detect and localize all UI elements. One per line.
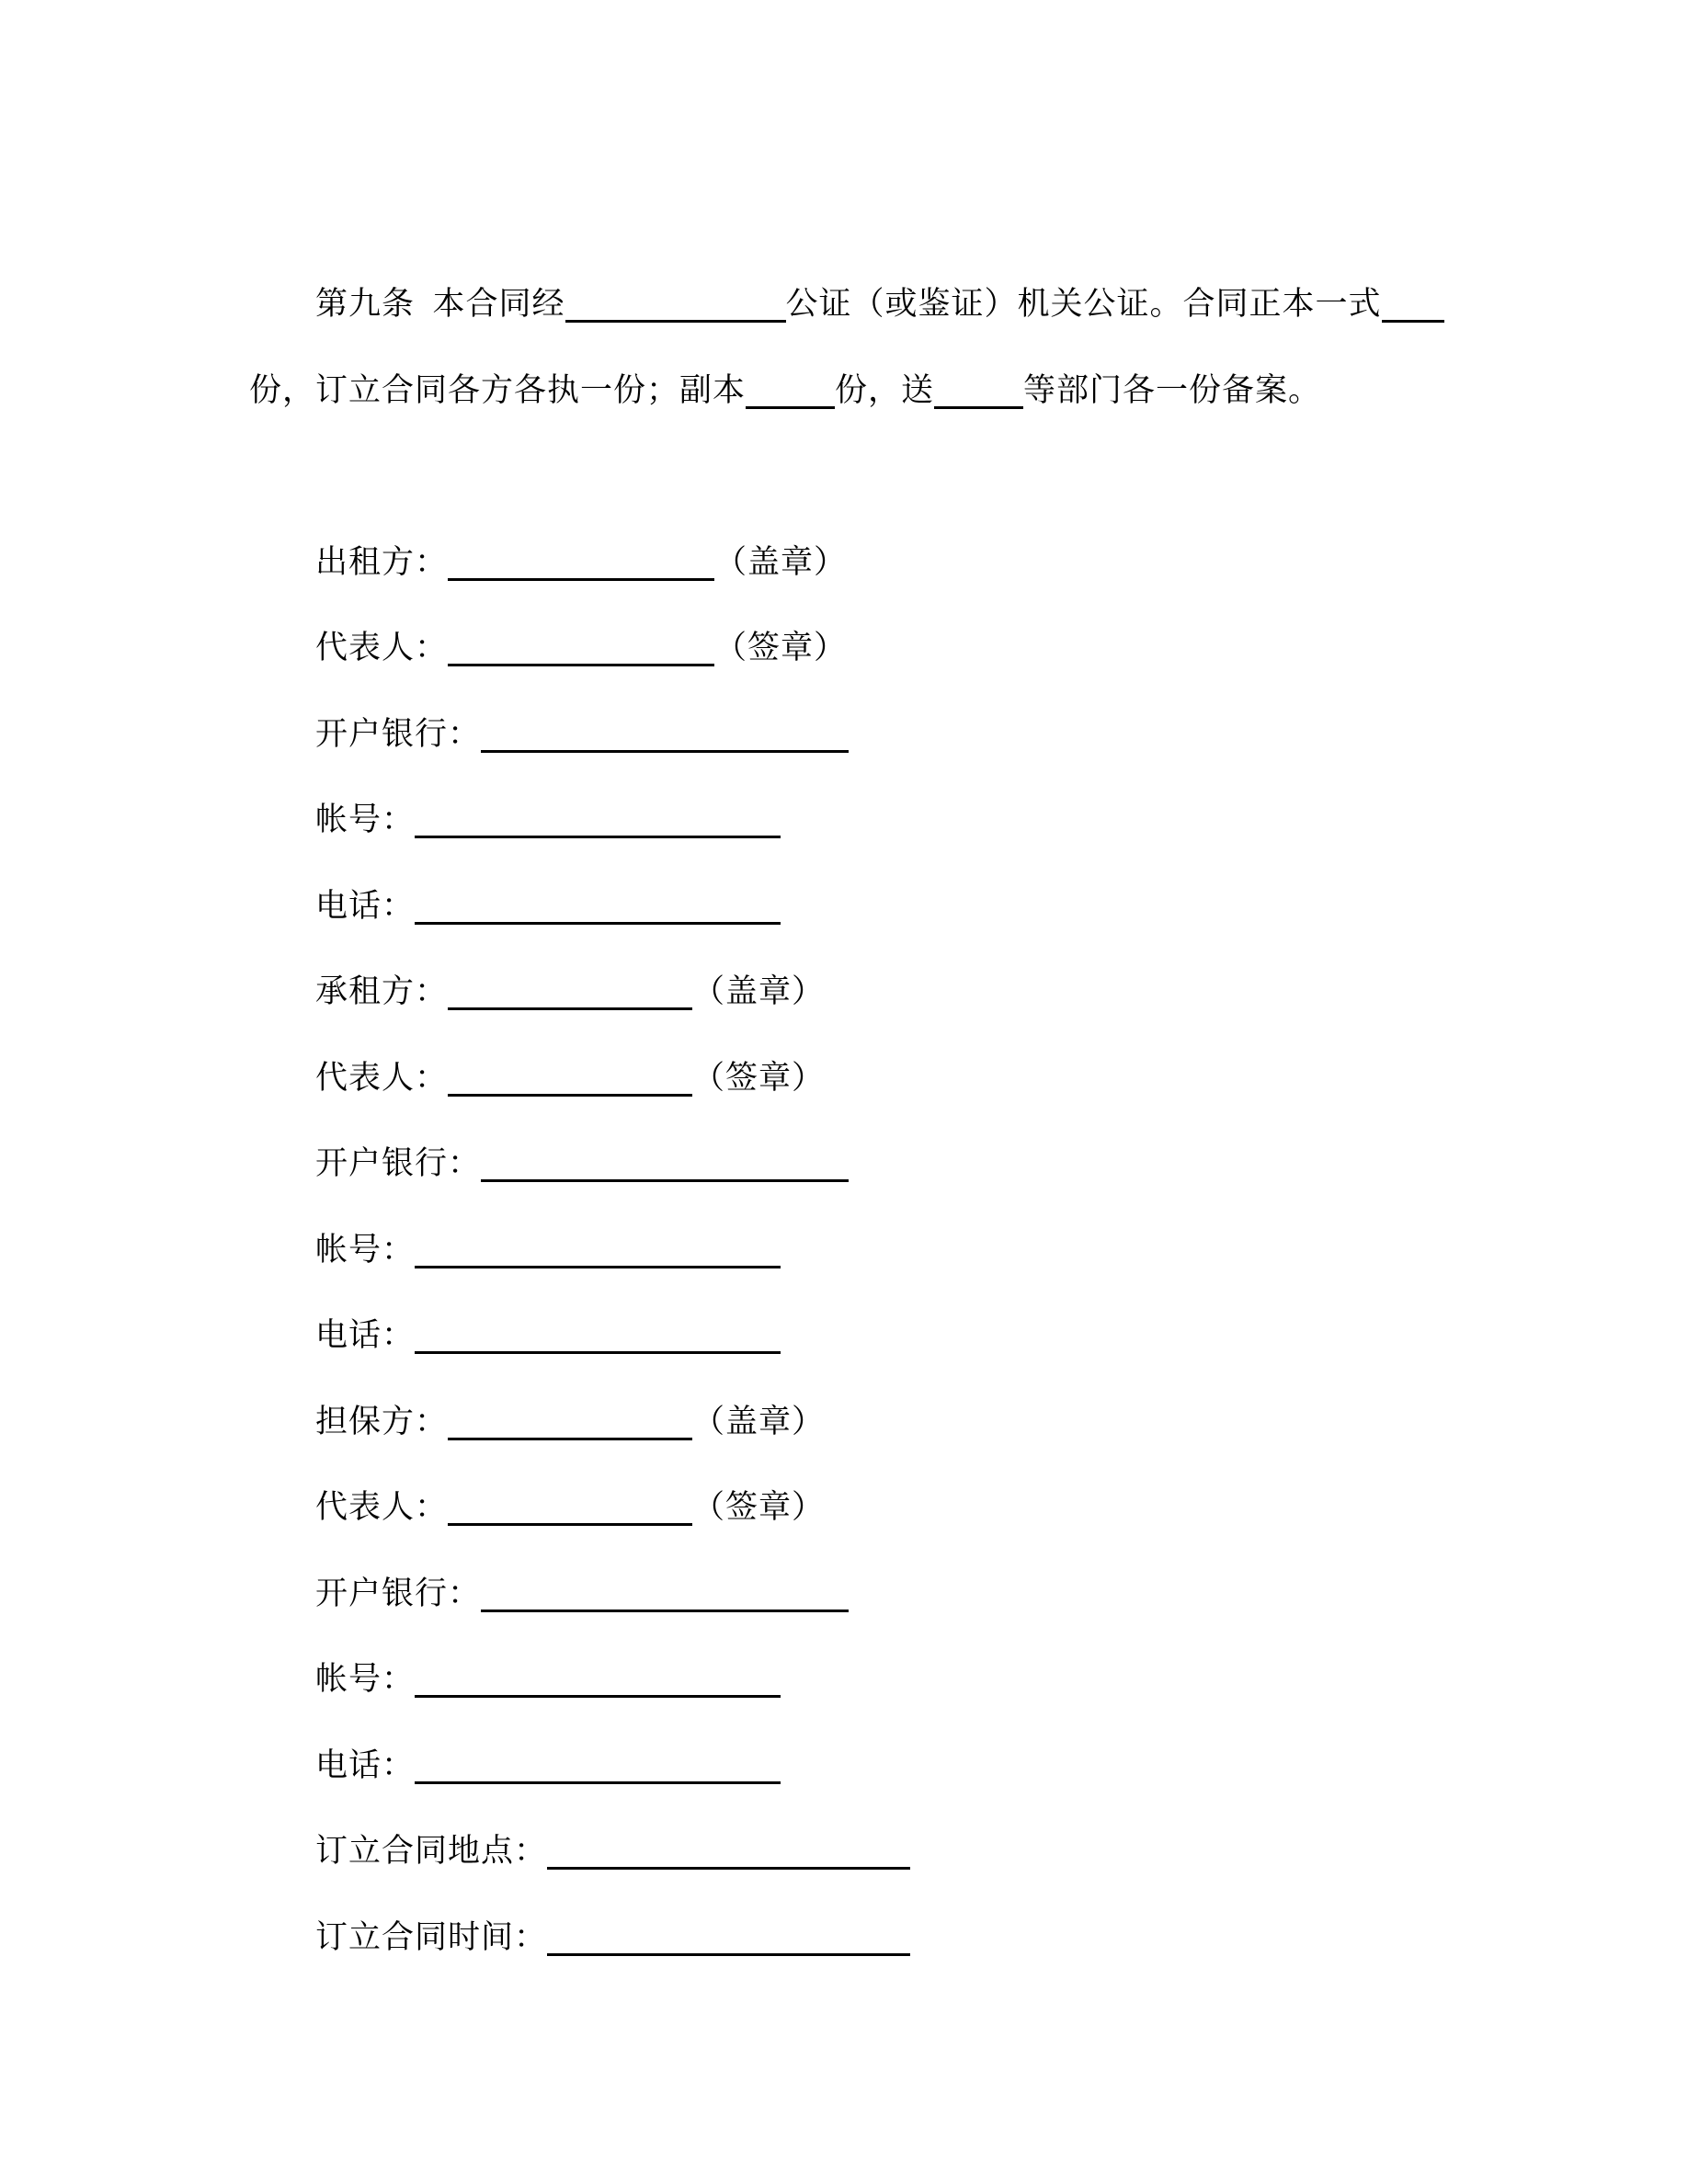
fill-in-blank xyxy=(448,636,714,666)
field-label: 电话： xyxy=(315,887,416,924)
seal-note: （盖章） xyxy=(714,543,848,580)
row-lessee xyxy=(249,949,1688,1035)
signature-section xyxy=(249,519,1688,1981)
fill-in-blank xyxy=(415,1324,781,1354)
row-contract-place xyxy=(249,1808,1688,1894)
fill-in-blank xyxy=(481,722,849,753)
seal-note: （签章） xyxy=(692,1059,826,1096)
field-label: 出租方： xyxy=(315,543,449,580)
fill-in-blank xyxy=(448,1066,692,1097)
field-label: 帐号： xyxy=(315,802,416,837)
field-label: 开户银行： xyxy=(315,1145,482,1181)
fill-in-blank xyxy=(547,1839,910,1870)
field-label: 订立合同时间： xyxy=(315,1918,548,1955)
fill-in-blank xyxy=(448,980,692,1010)
row-lessee-representative xyxy=(249,1035,1688,1121)
row-lessee-phone xyxy=(249,1292,1688,1379)
text-run: 第九条 本合同经 xyxy=(315,286,565,322)
seal-note: （盖章） xyxy=(692,973,826,1009)
field-label: 电话： xyxy=(315,1746,416,1783)
blank-line xyxy=(249,433,1688,519)
seal-note: （盖章） xyxy=(692,1403,826,1439)
field-label: 承租方： xyxy=(315,973,449,1009)
field-label: 电话： xyxy=(315,1317,416,1353)
row-guarantor xyxy=(249,1379,1688,1465)
article9-paragraph xyxy=(249,261,1688,433)
article9-line2 xyxy=(249,347,1688,434)
row-guarantor-representative xyxy=(249,1464,1688,1551)
fill-in-blank xyxy=(481,1582,849,1612)
row-lessor xyxy=(249,519,1688,606)
article9-line1 xyxy=(249,261,1688,347)
row-lessor-bank xyxy=(249,691,1688,778)
row-guarantor-phone xyxy=(249,1723,1688,1809)
field-label: 开户银行： xyxy=(315,715,482,752)
fill-in-blank xyxy=(746,379,835,409)
seal-note: （签章） xyxy=(714,630,848,665)
fill-in-blank xyxy=(1382,292,1444,323)
fill-in-blank xyxy=(415,894,781,925)
fill-in-blank xyxy=(481,1152,849,1182)
row-lessor-account xyxy=(249,777,1688,863)
row-lessor-phone xyxy=(249,863,1688,950)
fill-in-blank xyxy=(415,808,781,838)
fill-in-blank xyxy=(415,1754,781,1784)
field-label: 代表人： xyxy=(315,1489,449,1525)
row-guarantor-bank xyxy=(249,1551,1688,1637)
seal-note: （签章） xyxy=(692,1489,826,1525)
fill-in-blank xyxy=(448,551,714,581)
field-label: 帐号： xyxy=(315,1661,416,1697)
text-run: 份，订立合同各方各执一份；副本 xyxy=(249,371,747,408)
row-contract-time xyxy=(249,1894,1688,1981)
fill-in-blank xyxy=(934,379,1023,409)
row-lessor-representative xyxy=(249,605,1688,691)
fill-in-blank xyxy=(565,292,786,323)
row-lessee-account xyxy=(249,1207,1688,1293)
field-label: 开户银行： xyxy=(315,1575,482,1611)
fill-in-blank xyxy=(415,1667,781,1698)
field-label: 代表人： xyxy=(315,1059,449,1096)
fill-in-blank xyxy=(415,1238,781,1268)
field-label: 代表人： xyxy=(315,630,449,665)
field-label: 订立合同地点： xyxy=(315,1833,548,1869)
fill-in-blank xyxy=(448,1496,692,1526)
field-label: 帐号： xyxy=(315,1231,416,1268)
text-run: 公证（或鉴证）机关公证。合同正本一式 xyxy=(785,286,1382,322)
fill-in-blank xyxy=(547,1926,910,1956)
field-label: 担保方： xyxy=(315,1403,449,1439)
row-lessee-bank xyxy=(249,1120,1688,1207)
fill-in-blank xyxy=(448,1410,692,1440)
row-guarantor-account xyxy=(249,1636,1688,1723)
text-run: 份，送 xyxy=(835,371,935,408)
text-run: 等部门各一份备案。 xyxy=(1023,371,1322,408)
